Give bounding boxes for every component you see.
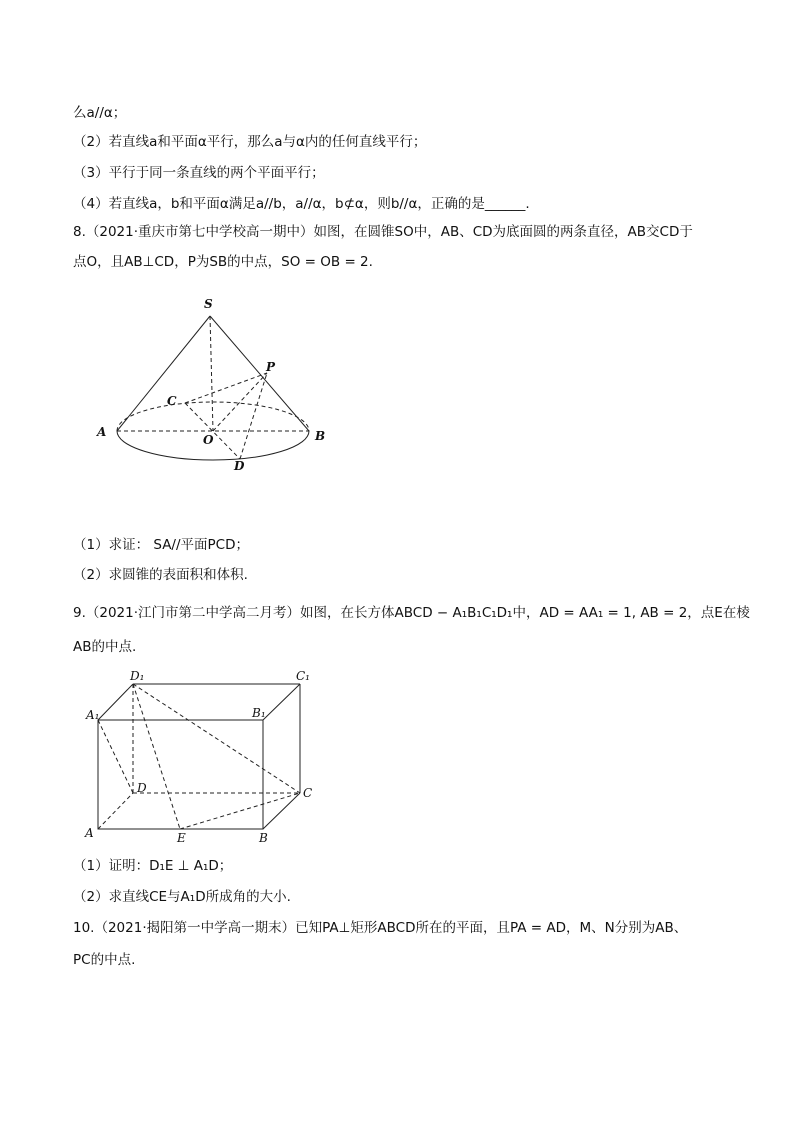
problem-8-line-1: 8.（2021·重庆市第七中学校高一期中）如图，在圆锥SO中，AB、CD为底面圆的两条直径，AB交CD于 bbox=[73, 224, 693, 240]
label-A: A bbox=[85, 826, 94, 840]
label-D: D bbox=[234, 459, 245, 473]
label-A1: A₁ bbox=[86, 708, 100, 722]
problem-8-part-1: （1）求证： SA//平面PCD； bbox=[73, 537, 249, 553]
label-C: C bbox=[167, 394, 177, 408]
problem-9-part-2: （2）求直线CE与A₁D所成角的大小. bbox=[73, 889, 291, 905]
label-P: P bbox=[266, 360, 276, 374]
text-line-3: （3）平行于同一条直线的两个平面平行； bbox=[73, 165, 325, 181]
problem-10-line-2: PC的中点. bbox=[73, 952, 136, 968]
label-B: B bbox=[315, 429, 326, 443]
label-O: O bbox=[203, 433, 214, 447]
label-C1: C₁ bbox=[296, 669, 310, 683]
label-D1: D₁ bbox=[130, 669, 145, 683]
problem-8-line-2: 点O，且AB⊥CD，P为SB的中点，SO = OB = 2. bbox=[73, 254, 373, 270]
problem-8-part-2: （2）求圆锥的表面积和体积. bbox=[73, 567, 248, 583]
text-line-1: 么a//α； bbox=[73, 105, 127, 121]
label-A: A bbox=[97, 425, 107, 439]
problem-9-line-2: AB的中点. bbox=[73, 639, 137, 655]
text-line-2: （2）若直线a和平面α平行，那么a与α内的任何直线平行； bbox=[73, 134, 427, 150]
label-C: C bbox=[303, 786, 313, 800]
problem-10-line-1: 10.（2021·揭阳第一中学高一期末）已知PA⊥矩形ABCD所在的平面，且PA = AD，M、N分别为AB、 bbox=[73, 920, 688, 936]
label-B1: B₁ bbox=[252, 706, 266, 720]
problem-9-part-1: （1）证明：D₁E ⊥ A₁D； bbox=[73, 858, 233, 874]
label-D: D bbox=[137, 781, 147, 795]
label-B: B bbox=[259, 831, 268, 845]
label-S: S bbox=[204, 297, 213, 311]
label-E: E bbox=[177, 831, 186, 845]
text-line-4: （4）若直线a，b和平面α满足a//b，a//α，b⊄α，则b//α，正确的是______. bbox=[73, 196, 530, 212]
problem-9-line-1: 9.（2021·江门市第二中学高二月考）如图，在长方体ABCD − A₁B₁C₁D₁中，AD = AA₁ = 1, AB = 2，点E在棱 bbox=[73, 605, 750, 621]
